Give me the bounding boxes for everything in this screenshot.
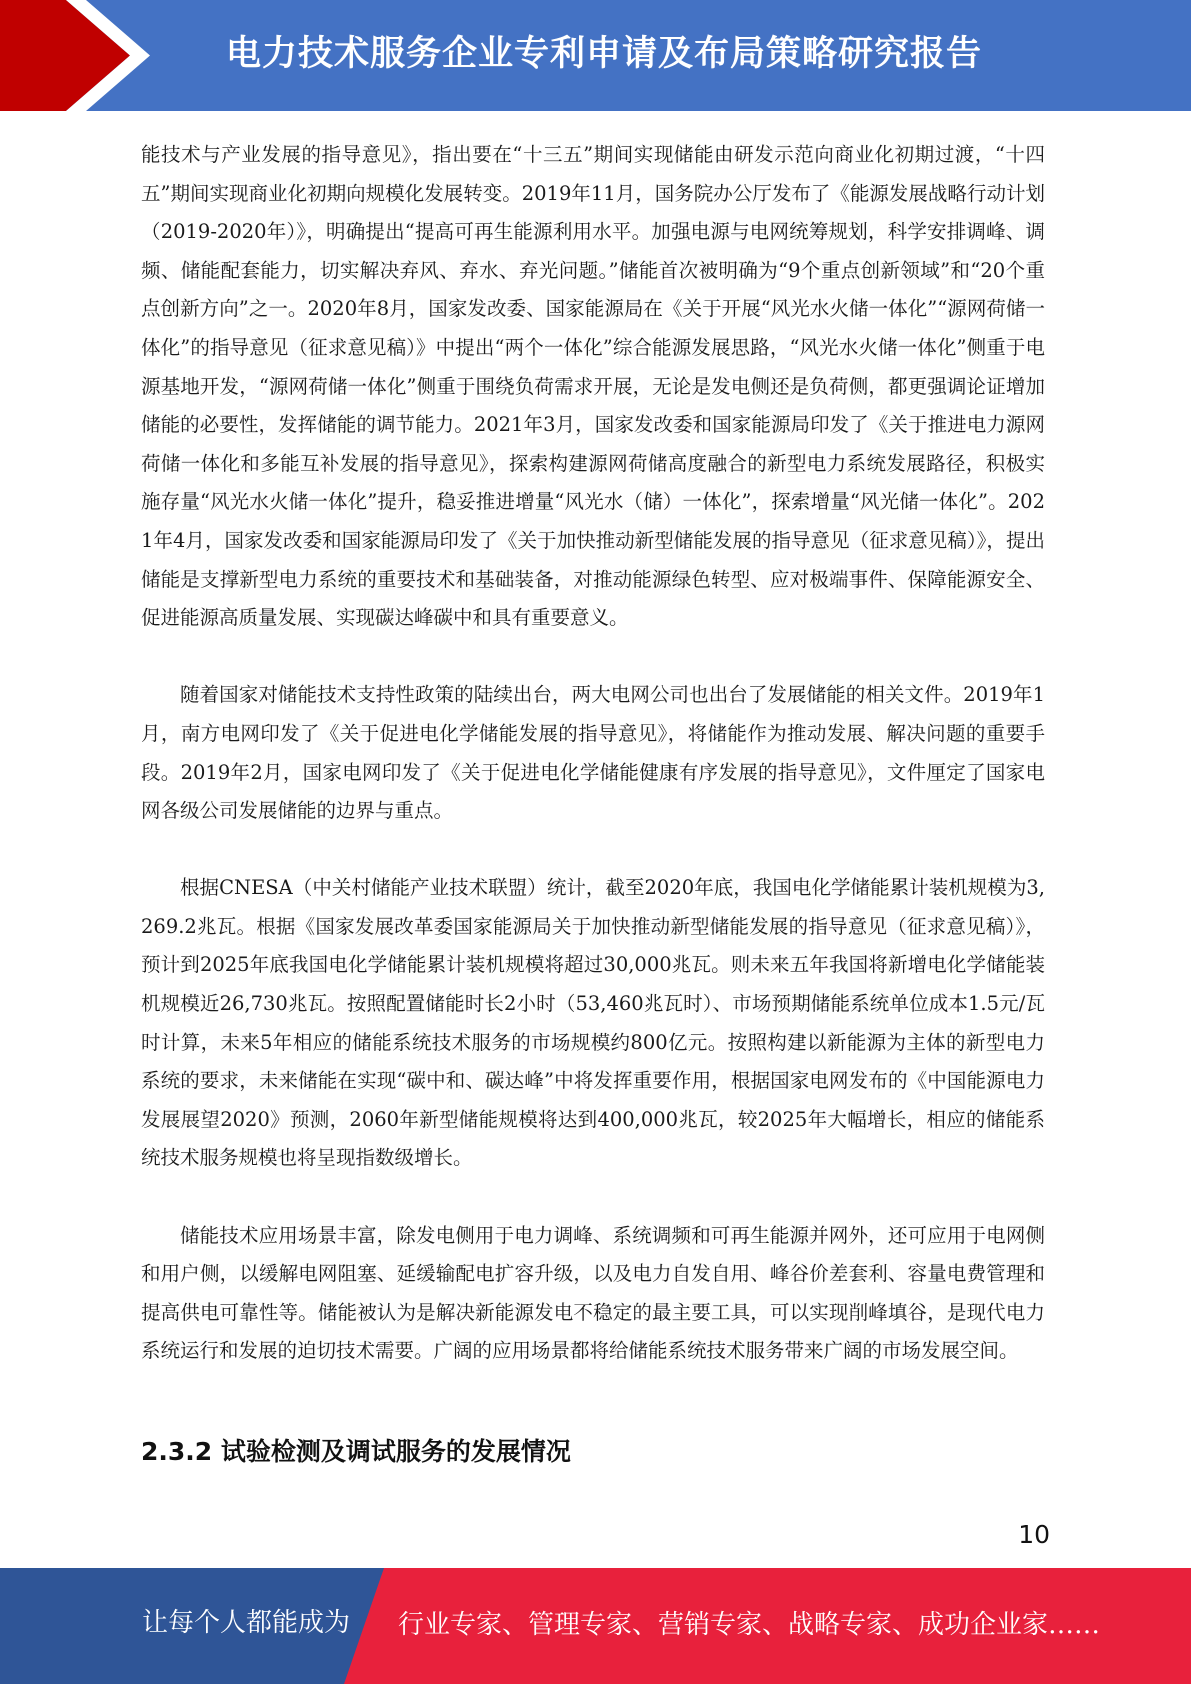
paragraph-application-scenarios: 储能技术应用场景丰富，除发电侧用于电力调峰、系统调频和可再生能源并网外，还可应用于电网侧和用户侧，以缓解电网阻塞、延缓输配电扩容升级，以及电力自发自用、峰谷价差套利、容量电费管理和提高供电可靠性等。储能被认为是解决新能源发电不稳定的最主要工具，可以实现削峰填谷，是现代电力系统运行和发展的迫切技术需要。广阔的应用场景都将给储能系统技术服务带来广阔的市场发展空间。: [141, 1223, 1045, 1363]
header-chevron-decoration: [0, 0, 160, 111]
paragraph-market-scale: 根据CNESA（中关村储能产业技术联盟）统计，截至2020年底，我国电化学储能累计装机规模为3,269.2兆瓦。根据《国家发展改革委国家能源局关于加快推动新型储能发展的指导意见（征求意见稿）》，预计到2025年底我国电化学储能累计装机规模将超过30,000兆瓦。则未来五年我国将新增电化学储能装机规模近26,730兆瓦。按照配置储能时长2小时（53,460兆瓦时）、市场预期储能系统单位成本1.5元/瓦时计算，未来5年相应的储能系统技术服务的市场规模约800亿元。按照构建以新能源为主体的新型电力系统的要求，未来储能在实现“碳中和、碳达峰”中将发挥重要作用，根据国家电网发布的《中国能源电力发展展望2020》预测，2060年新型储能规模将达到400,000兆瓦，较2025年大幅增长，相应的储能系统技术服务规模也将呈现指数级增长。: [141, 876, 1045, 1170]
page-number: 10: [1018, 1520, 1050, 1549]
page-header: [0, 0, 1191, 111]
page-footer: [0, 1568, 1191, 1684]
paragraph-continued: 能技术与产业发展的指导意见》，指出要在“十三五”期间实现储能由研发示范向商业化初期过渡，“十四五”期间实现商业化初期向规模化发展转变。2019年11月，国务院办公厅发布了《能源发展战略行动计划（2019-2020年）》，明确提出“提高可再生能源利用水平。加强电源与电网统筹规划，科学安排调峰、调频、储能配套能力，切实解决弃风、弃水、弃光问题。”储能首次被明确为“9个重点创新领域”和“20个重点创新方向”之一。2020年8月，国家发改委、国家能源局在《关于开展“风光水火储一体化”“源网荷储一体化”的指导意见（征求意见稿）》中提出“两个一体化”综合能源发展思路，“风光水火储一体化”侧重于电源基地开发，“源网荷储一体化”侧重于围绕负荷需求开展，无论是发电侧还是负荷侧，都更强调论证增加储能的必要性，发挥储能的调节能力。2021年3月，国家发改委和国家能源局印发了《关于推进电力源网荷储一体化和多能互补发展的指导意见》，探索构建源网荷储高度融合的新型电力系统发展路径，积极实施存量“风光水火储一体化”提升，稳妥推进增量“风光水（储）一体化”，探索增量“风光储一体化”。2021年4月，国家发改委和国家能源局印发了《关于加快推动新型储能发展的指导意见（征求意见稿）》，提出储能是支撑新型电力系统的重要技术和基础装备，对推动能源绿色转型、应对极端事件、保障能源安全、促进能源高质量发展、实现碳达峰碳中和具有重要意义。: [141, 143, 1045, 630]
report-title: 电力技术服务企业专利申请及布局策略研究报告: [226, 34, 983, 74]
footer-slogan-right: 行业专家、管理专家、营销专家、战略专家、成功企业家……: [398, 1610, 1101, 1640]
paragraph-grid-policies: 随着国家对储能技术支持性政策的陆续出台，两大电网公司也出台了发展储能的相关文件。2019年1月，南方电网印发了《关于促进电化学储能发展的指导意见》，将储能作为推动发展、解决问题的重要手段。2019年2月，国家电网印发了《关于促进电化学储能健康有序发展的指导意见》，文件厘定了国家电网各级公司发展储能的边界与重点。: [141, 683, 1045, 823]
section-heading: 2.3.2 试验检测及调试服务的发展情况: [141, 1437, 571, 1466]
footer-slogan-left: 让每个人都能成为: [142, 1608, 351, 1638]
main-content: [141, 136, 1045, 1371]
